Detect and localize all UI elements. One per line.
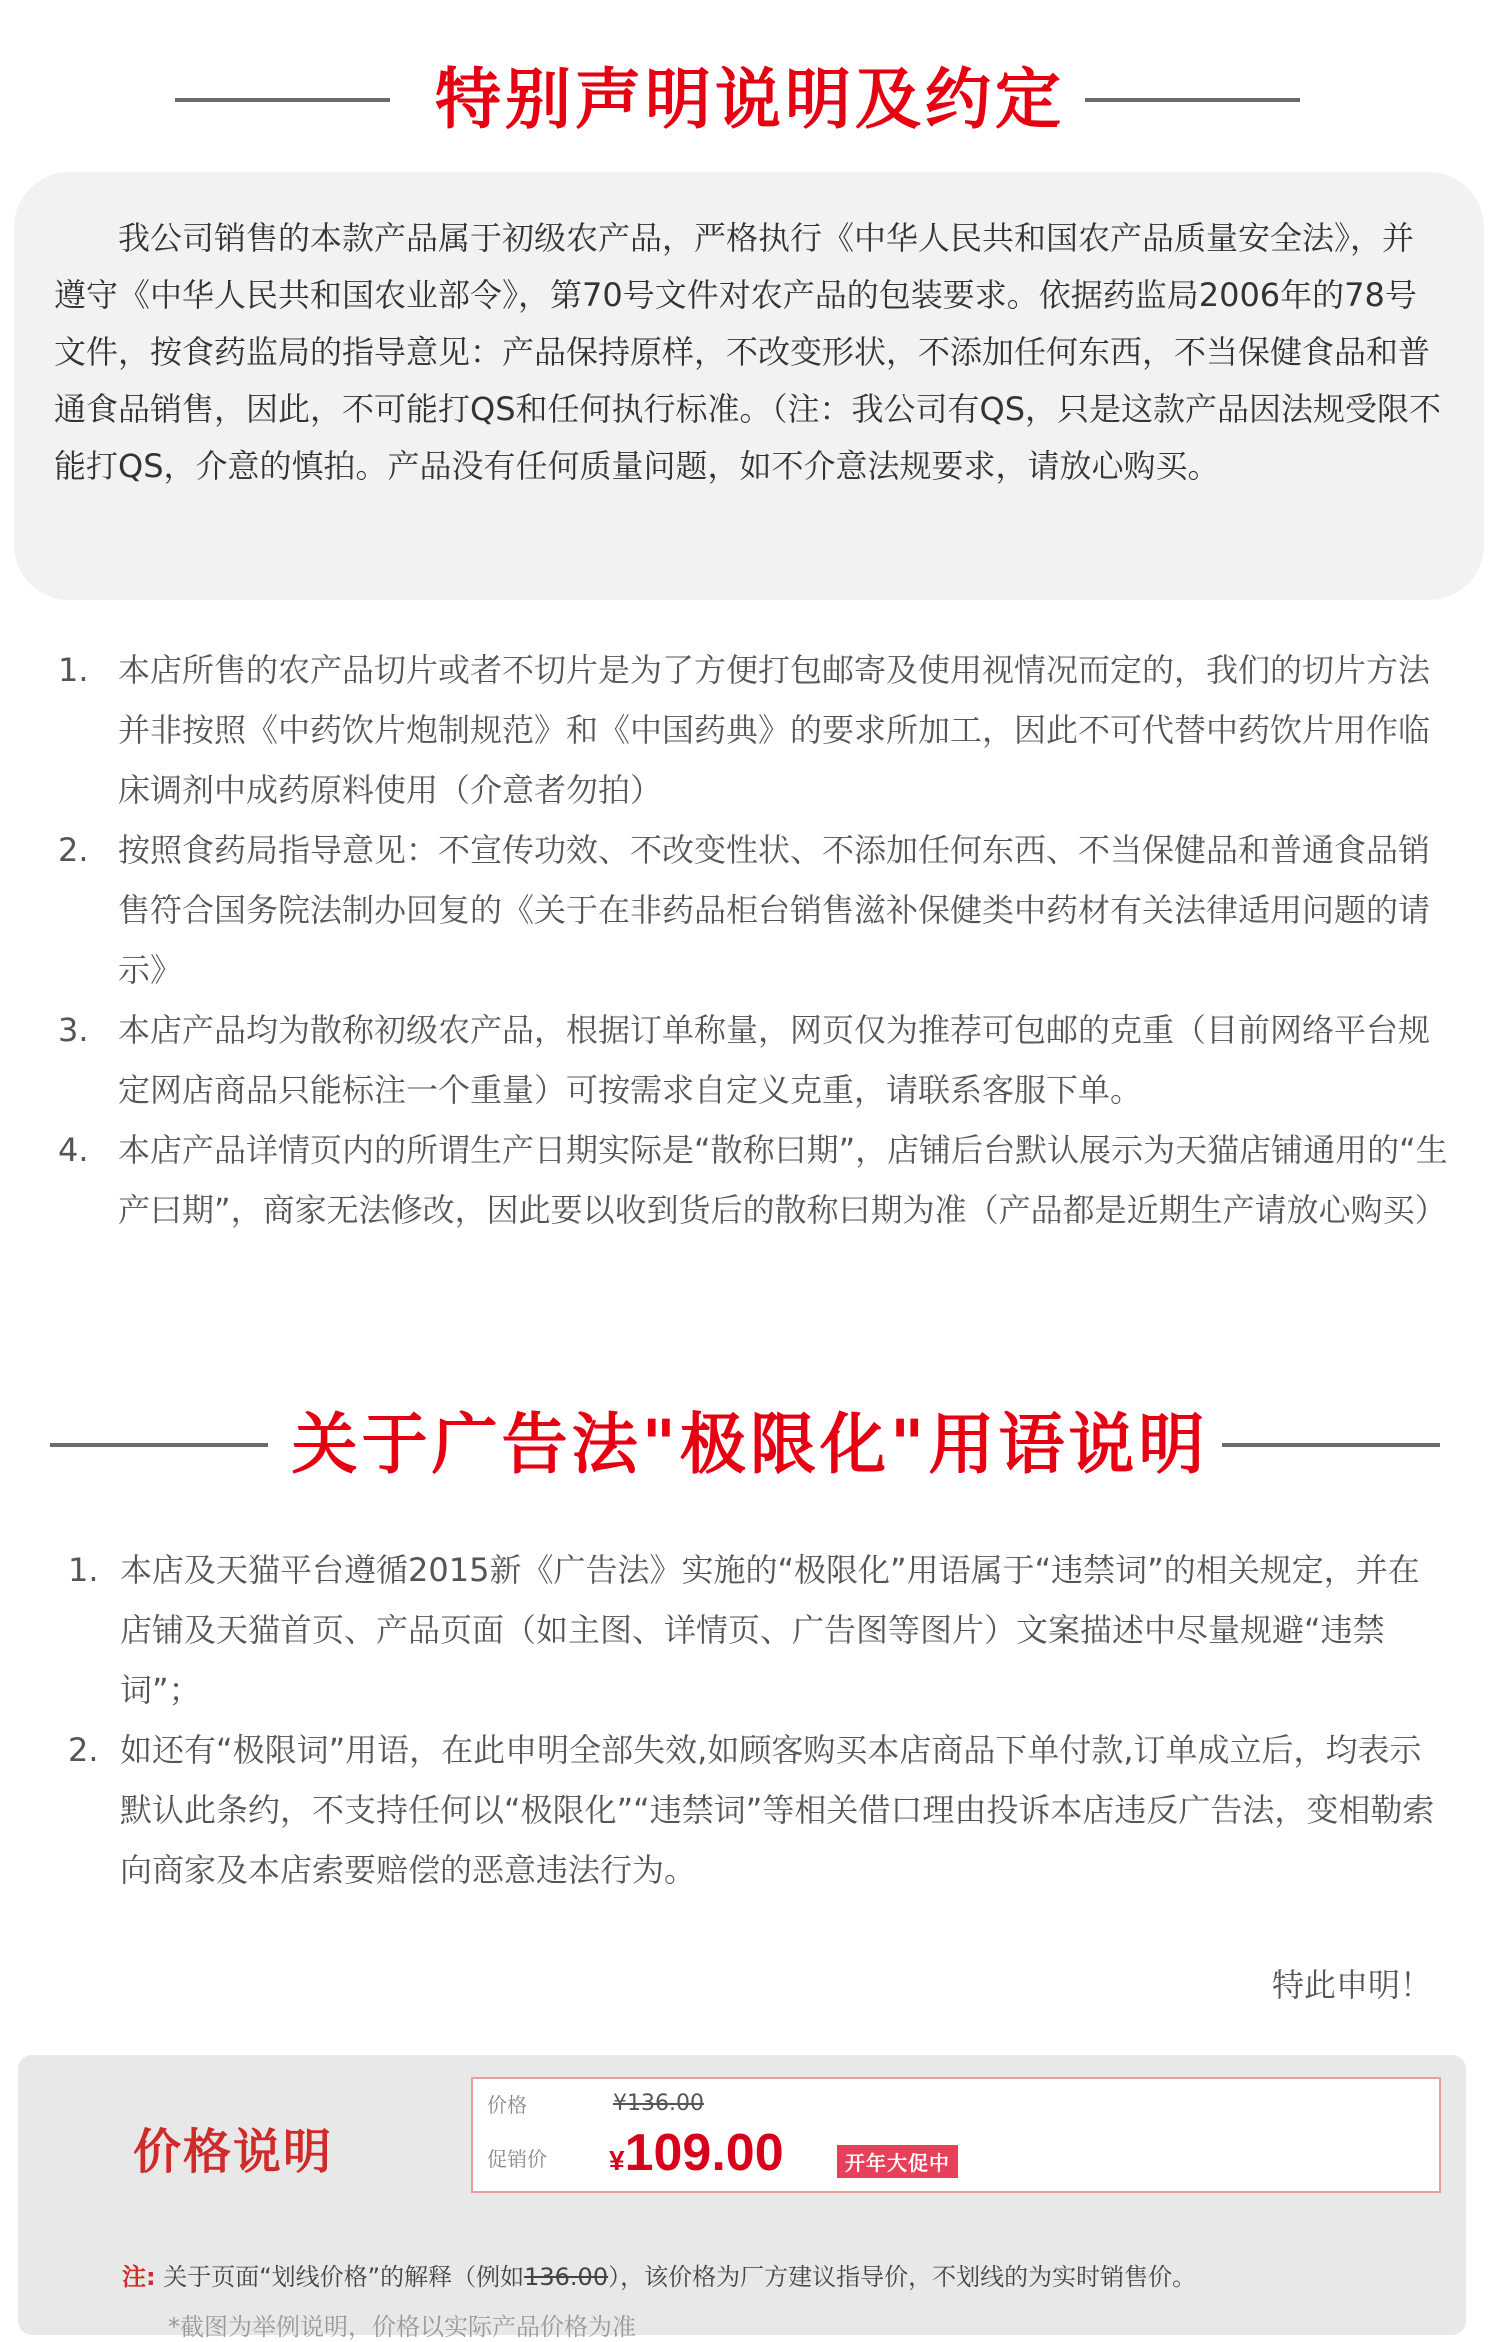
section1-heading: [0, 50, 1500, 150]
currency-symbol: ¥: [609, 2145, 625, 2176]
price-example-card: [471, 2077, 1441, 2193]
price-note-secondary: *截图为举例说明，价格以实际产品价格为准: [168, 2313, 636, 2341]
promo-price-label: 促销价: [487, 2147, 547, 2171]
heading-divider-right: [1085, 98, 1300, 102]
notice-text: 我公司销售的本款产品属于初级农产品，严格执行《中华人民共和国农产品质量安全法》，并遵守《中华人民共和国农业部令》，第70号文件对农产品的包装要求。依据药监局2006年的78号文件，按食药监局的指导意见：产品保持原样，不改变形状，不添加任何东西，不当保健食品和普通食品销售，因此，不可能打QS和任何执行标准。（注：我公司有QS，只是这款产品因法规受限不能打QS，介意的慎拍。产品没有任何质量问题，如不介意法规要求，请放心购买。: [54, 219, 1442, 485]
list-item-number: 1.: [58, 651, 89, 689]
promo-price: [609, 2123, 784, 2183]
section2-heading: [0, 1395, 1500, 1495]
list-item: [58, 1120, 1448, 1240]
list-item-number: 2.: [68, 1731, 99, 1769]
list-item: [58, 1000, 1448, 1120]
section2-title: 关于广告法"极限化"用语说明: [291, 1406, 1209, 1483]
original-price: ¥136.00: [613, 2091, 704, 2116]
price-note: [122, 2257, 1196, 2292]
list-item-text: 按照食药局指导意见：不宣传功效、不改变性状、不添加任何东西、不当保健品和普通食品销售符合国务院法制办回复的《关于在非药品柜台销售滋补保健类中药材有关法律适用问题的请示》: [118, 831, 1431, 989]
list-item-number: 3.: [58, 1011, 89, 1049]
section1-title: 特别声明说明及约定: [435, 61, 1065, 138]
list-item-text: 本店产品详情页内的所谓生产日期实际是“散称曰期”，店铺后台默认展示为天猫店铺通用的“生产曰期”，商家无法修改，因此要以收到货后的散称曰期为准（产品都是近期生产请放心购买）: [118, 1131, 1448, 1229]
list-item-text: 本店及天猫平台遵循2015新《广告法》实施的“极限化”用语属于“违禁词”的相关规定，并在店铺及天猫首页、产品页面（如主图、详情页、广告图等图片）文案描述中尽量规避“违禁词”；: [120, 1551, 1420, 1709]
list-item-number: 1.: [68, 1551, 99, 1589]
list-item: [58, 820, 1448, 1000]
price-note-text-a: 关于页面“划线价格”的解释（例如: [155, 2263, 525, 2291]
closing-statement: 特此申明！: [1271, 1966, 1432, 2004]
list-item: [68, 1540, 1448, 1720]
section2-list: [68, 1540, 1448, 1900]
list-item-number: 2.: [58, 831, 89, 869]
price-note-lead: 注:: [122, 2263, 156, 2291]
notice-box: [14, 172, 1484, 600]
promo-price-value: 109.00: [624, 2124, 784, 2182]
list-item-number: 4.: [58, 1131, 89, 1169]
price-title: 价格说明: [133, 2124, 334, 2180]
price-panel: [18, 2055, 1466, 2341]
heading-divider-right: [1222, 1443, 1440, 1447]
list-item-text: 如还有“极限词”用语，在此申明全部失效,如顾客购买本店商品下单付款,订单成立后，均表示默认此条约，不支持任何以“极限化”“违禁词”等相关借口理由投诉本店违反广告法，变相勒索向商家及本店索要赔偿的恶意违法行为。: [120, 1731, 1435, 1889]
list-item: [68, 1720, 1448, 1900]
section1-list: [58, 640, 1448, 1240]
list-item-text: 本店产品均为散称初级农产品，根据订单称量，网页仅为推荐可包邮的克重（目前网络平台规定网店商品只能标注一个重量）可按需求自定义克重，请联系客服下单。: [118, 1011, 1431, 1109]
list-item-text: 本店所售的农产品切片或者不切片是为了方便打包邮寄及使用视情况而定的，我们的切片方法并非按照《中药饮片炮制规范》和《中国药典》的要求所加工，因此不可代替中药饮片用作临床调剂中成药原料使用（介意者勿拍）: [118, 651, 1431, 809]
price-note-strike: 136.00: [524, 2263, 609, 2291]
price-note-text-b: ），该价格为厂方建议指导价，不划线的为实时销售价。: [608, 2263, 1197, 2291]
promo-badge: 开年大促中: [837, 2145, 958, 2178]
list-item: [58, 640, 1448, 820]
original-price-label: 价格: [487, 2093, 527, 2117]
